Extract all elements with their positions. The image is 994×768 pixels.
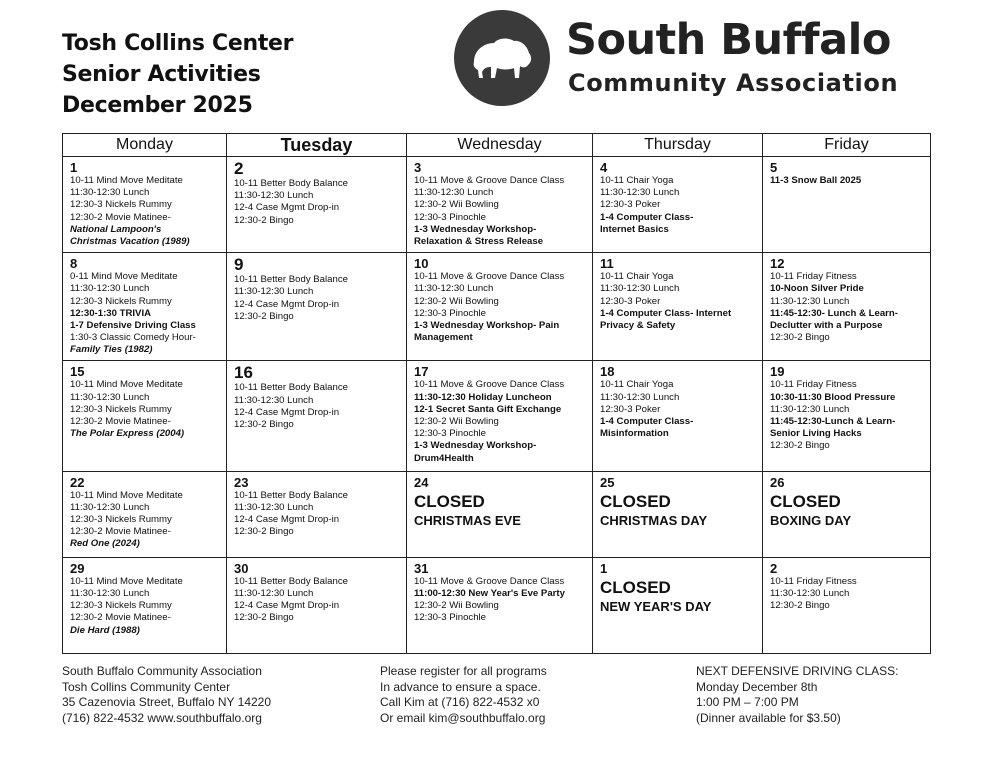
day-number: 2 <box>234 159 244 178</box>
day-cell <box>763 471 931 557</box>
week-row <box>63 557 931 653</box>
activity-item: 10-11 Move & Groove Dance Class <box>414 175 565 186</box>
closed-label: CLOSED <box>414 491 485 511</box>
activity-item: 12:30-3 Pinochle <box>414 612 487 624</box>
footer-line: Please register for all programs <box>380 664 547 678</box>
activity-item: 10-Noon Silver Pride <box>770 283 864 295</box>
activity-item: 11:30-12:30 Lunch <box>234 587 314 599</box>
day-cell <box>763 157 931 253</box>
activity-item: 1-4 Computer Class- <box>600 416 694 427</box>
activity-item: Misinformation <box>600 428 669 440</box>
activity-item: 11:30-12:30 Lunch <box>414 187 494 199</box>
title-line-center: Tosh Collins Center <box>62 31 294 56</box>
activity-item: 11:30-12:30 Lunch <box>70 283 150 295</box>
activity-item: 11:30-12:30 Lunch <box>600 187 680 199</box>
activity-item: Christmas Vacation (1989) <box>70 236 190 248</box>
activity-item: 12:30-2 Bingo <box>234 419 294 430</box>
activity-item: 11:30-12:30 Lunch <box>770 587 850 599</box>
activity-item: 10-11 Chair Yoga <box>600 175 674 186</box>
activity-item: 1-7 Defensive Driving Class <box>70 320 196 331</box>
day-number: 4 <box>600 160 608 175</box>
footer-line: Monday December 8th <box>696 679 818 694</box>
title-line-month: December 2025 <box>62 93 253 118</box>
day-number: 30 <box>234 560 249 576</box>
activity-item: 11:30-12:30 Lunch <box>600 391 680 403</box>
day-number: 24 <box>414 474 429 490</box>
activity-item: 12-4 Case Mgmt Drop-in <box>234 514 340 526</box>
footer-line: South Buffalo Community Association <box>62 664 262 678</box>
weekday-header-tuesday: Tuesday <box>227 134 407 157</box>
activity-item: 12:30-3 Nickels Rummy <box>70 514 172 526</box>
activity-item: National Lampoon's <box>70 223 162 235</box>
day-number: 10 <box>414 256 429 272</box>
activity-item: 12:30-2 Wii Bowling <box>414 600 499 612</box>
week-row <box>63 253 931 361</box>
activity-item: 10-11 Better Body Balance <box>234 178 348 189</box>
day-number: 29 <box>70 560 85 576</box>
activity-item: 1-4 Computer Class- Internet <box>600 307 732 319</box>
activity-item: 12:30-3 Poker <box>600 403 661 415</box>
day-cell <box>593 157 763 253</box>
day-cell <box>407 471 593 557</box>
day-cell <box>593 253 763 361</box>
activity-item: Family Ties (1982) <box>70 344 153 356</box>
activity-item: 10-11 Chair Yoga <box>600 379 674 391</box>
activity-item: 12:30-2 Bingo <box>234 526 294 538</box>
weekday-header-thursday: Thursday <box>593 134 763 157</box>
activity-item: 12:30-3 Nickels Rummy <box>70 295 172 307</box>
title-line-program: Senior Activities <box>62 62 261 87</box>
activity-item: 12:30-3 Poker <box>600 295 661 307</box>
day-cell <box>227 557 407 653</box>
holiday-name: CHRISTMAS DAY <box>600 512 708 528</box>
activity-item: 1-3 Wednesday Workshop- <box>414 440 537 452</box>
week-row <box>63 471 931 557</box>
day-number: 26 <box>770 474 785 490</box>
day-number: 8 <box>70 256 78 272</box>
activity-item: 1-3 Wednesday Workshop- <box>414 223 537 235</box>
org-name: South Buffalo <box>566 15 891 65</box>
day-cell <box>227 157 407 253</box>
activity-item: 12:30-3 Nickels Rummy <box>70 199 172 211</box>
activity-item: Declutter with a Purpose <box>770 320 883 331</box>
activity-item: 10-11 Move & Groove Dance Class <box>414 271 565 283</box>
activity-item: 10-11 Move & Groove Dance Class <box>414 575 565 587</box>
activity-item: Die Hard (1988) <box>70 624 140 636</box>
footer-line: Tosh Collins Community Center <box>62 679 231 694</box>
activity-item: 11:30-12:30 Lunch <box>234 190 314 202</box>
activity-item: 1:30-3 Classic Comedy Hour- <box>70 332 196 344</box>
day-number: 16 <box>234 363 253 383</box>
activity-item: 12:30-2 Bingo <box>770 440 830 452</box>
activity-item: 11:30-12:30 Lunch <box>234 501 314 513</box>
activity-item: 10-11 Mind Move Meditate <box>70 575 183 587</box>
activity-item: 12-4 Case Mgmt Drop-in <box>234 406 340 418</box>
activity-item: 11:30-12:30 Lunch <box>234 394 314 406</box>
activity-item: 11:00-12:30 New Year's Eve Party <box>414 587 565 599</box>
activity-item: 11:30-12:30 Lunch <box>414 283 494 295</box>
closed-label: CLOSED <box>770 491 841 511</box>
activity-item: 12:30-2 Bingo <box>234 612 294 624</box>
activity-item: 11:30-12:30 Lunch <box>600 283 680 295</box>
activity-item: 10-11 Friday Fitness <box>770 575 857 587</box>
week-row <box>63 361 931 471</box>
activity-item: Internet Basics <box>600 223 669 235</box>
holiday-name: BOXING DAY <box>770 512 852 528</box>
activity-item: 11-3 Snow Ball 2025 <box>770 175 862 186</box>
footer-line: (716) 822-4532 www.southbuffalo.org <box>62 710 262 725</box>
day-cell <box>227 471 407 557</box>
activity-item: 11:30-12:30 Lunch <box>70 501 150 513</box>
activity-item: Privacy & Safety <box>600 320 676 331</box>
activity-item: 10-11 Better Body Balance <box>234 382 348 394</box>
activity-item: 12:30-2 Bingo <box>234 214 294 226</box>
footer-line: Call Kim at (716) 822-4532 x0 <box>380 695 540 709</box>
day-number: 11 <box>600 256 614 272</box>
activity-item: 12-1 Secret Santa Gift Exchange <box>414 403 562 415</box>
day-number: 31 <box>414 560 429 576</box>
org-subtitle: Community Association <box>568 69 899 97</box>
week-row <box>63 157 931 253</box>
activity-item: Relaxation & Stress Release <box>414 236 544 248</box>
activity-item: 11:45-12:30- Lunch & Learn- <box>770 307 898 319</box>
day-number: 17 <box>414 364 429 380</box>
activity-item: 10-11 Move & Groove Dance Class <box>414 379 565 391</box>
day-cell <box>407 253 593 361</box>
day-cell <box>63 471 227 557</box>
day-cell <box>407 157 593 253</box>
activity-item: Red One (2024) <box>70 538 140 550</box>
activity-item: 1-4 Computer Class- <box>600 211 694 223</box>
activity-item: 11:30-12:30 Lunch <box>70 391 150 403</box>
activity-item: 10-11 Better Body Balance <box>234 575 348 587</box>
activity-item: 12:30-2 Movie Matinee- <box>70 211 171 223</box>
day-cell <box>593 557 763 653</box>
closed-label: CLOSED <box>600 577 671 597</box>
activity-item: 10-11 Mind Move Meditate <box>70 175 183 186</box>
day-number: 5 <box>770 160 778 175</box>
activity-item: 10-11 Mind Move Meditate <box>70 489 183 501</box>
closed-label: CLOSED <box>600 491 671 511</box>
footer-line: 1:00 PM – 7:00 PM <box>696 695 799 709</box>
weekday-header-monday: Monday <box>63 134 227 157</box>
footer-line: NEXT DEFENSIVE DRIVING CLASS: <box>696 664 899 678</box>
day-cell <box>63 253 227 361</box>
footer-address <box>62 664 271 726</box>
day-cell <box>63 557 227 653</box>
day-number: 23 <box>234 474 249 490</box>
holiday-name: NEW YEAR'S DAY <box>600 598 712 614</box>
activity-item: 11:30-12:30 Lunch <box>234 286 314 298</box>
day-cell <box>763 361 931 471</box>
footer-registration <box>380 664 547 726</box>
activity-item: 12-4 Case Mgmt Drop-in <box>234 298 340 310</box>
calendar-grid <box>62 133 931 654</box>
activity-item: 12:30-2 Wii Bowling <box>414 199 499 211</box>
day-cell <box>63 361 227 471</box>
day-cell <box>593 361 763 471</box>
activity-item: Senior Living Hacks <box>770 428 862 440</box>
activity-item: 12:30-2 Wii Bowling <box>414 416 499 427</box>
activity-item: 12:30-2 Movie Matinee- <box>70 612 171 624</box>
day-cell <box>763 253 931 361</box>
day-cell <box>63 157 227 253</box>
activity-item: 11:45-12:30-Lunch & Learn- <box>770 416 896 427</box>
weekday-header-row <box>63 134 931 157</box>
activity-item: 12:30-2 Bingo <box>770 600 830 612</box>
day-number: 12 <box>770 256 785 272</box>
day-cell <box>227 361 407 471</box>
day-number: 19 <box>770 364 785 380</box>
activity-item: 12-4 Case Mgmt Drop-in <box>234 600 340 612</box>
activity-item: 12:30-3 Poker <box>600 199 661 211</box>
day-number: 15 <box>70 364 85 380</box>
buffalo-icon <box>454 10 550 106</box>
activity-item: 12:30-2 Movie Matinee- <box>70 416 171 427</box>
day-cell <box>407 557 593 653</box>
footer-line: In advance to ensure a space. <box>380 679 541 694</box>
footer-line: Or email kim@southbuffalo.org <box>380 710 546 725</box>
footer-line: (Dinner available for $3.50) <box>696 710 841 725</box>
activity-item: 0-11 Mind Move Meditate <box>70 271 178 283</box>
day-number: 25 <box>600 474 615 490</box>
activity-item: Drum4Health <box>414 452 474 464</box>
calendar-title <box>62 28 293 121</box>
activity-item: 12:30-3 Pinochle <box>414 307 487 319</box>
activity-item: 11:30-12:30 Holiday Luncheon <box>414 391 552 403</box>
footer-line: 35 Cazenovia Street, Buffalo NY 14220 <box>62 695 272 709</box>
activity-item: 10-11 Friday Fitness <box>770 271 857 283</box>
activity-item: 12:30-2 Wii Bowling <box>414 295 499 307</box>
activity-item: 11:30-12:30 Lunch <box>770 295 850 307</box>
day-number: 2 <box>770 560 778 576</box>
day-number: 22 <box>70 474 85 490</box>
activity-item: 11:30-12:30 Lunch <box>70 187 150 199</box>
activity-item: The Polar Express (2004) <box>70 428 185 440</box>
activity-item: 12:30-2 Bingo <box>770 332 830 344</box>
day-number: 9 <box>234 255 244 275</box>
activity-item: 10:30-11:30 Blood Pressure <box>770 391 896 403</box>
activity-item: 11:30-12:30 Lunch <box>70 587 150 599</box>
day-cell <box>407 361 593 471</box>
day-number: 3 <box>414 160 422 175</box>
activity-item: 10-11 Better Body Balance <box>234 489 348 501</box>
weekday-header-friday: Friday <box>763 134 931 157</box>
activity-item: 1-3 Wednesday Workshop- Pain <box>414 320 560 331</box>
activity-item: 12:30-3 Pinochle <box>414 428 487 440</box>
activity-item: 12:30-2 Bingo <box>234 310 294 322</box>
weekday-header-wednesday: Wednesday <box>407 134 593 157</box>
activity-item: 10-11 Mind Move Meditate <box>70 379 183 391</box>
activity-item: Management <box>414 332 473 344</box>
activity-item: 10-11 Friday Fitness <box>770 379 857 391</box>
day-number: 18 <box>600 364 615 380</box>
footer-driving-class <box>696 664 899 726</box>
activity-item: 12-4 Case Mgmt Drop-in <box>234 202 340 214</box>
activity-item: 11:30-12:30 Lunch <box>770 403 850 415</box>
day-number: 1 <box>70 160 78 175</box>
activity-item: 12:30-2 Movie Matinee- <box>70 526 171 538</box>
day-cell <box>593 471 763 557</box>
day-number: 1 <box>600 560 608 576</box>
activity-item: 12:30-1:30 TRIVIA <box>70 307 152 319</box>
activity-item: 12:30-3 Nickels Rummy <box>70 600 172 612</box>
activity-item: 12:30-3 Pinochle <box>414 211 487 223</box>
activity-item: 10-11 Chair Yoga <box>600 271 674 283</box>
day-cell <box>227 253 407 361</box>
holiday-name: CHRISTMAS EVE <box>414 512 521 528</box>
activity-item: 10-11 Better Body Balance <box>234 274 348 286</box>
day-cell <box>763 557 931 653</box>
activity-item: 12:30-3 Nickels Rummy <box>70 403 172 415</box>
